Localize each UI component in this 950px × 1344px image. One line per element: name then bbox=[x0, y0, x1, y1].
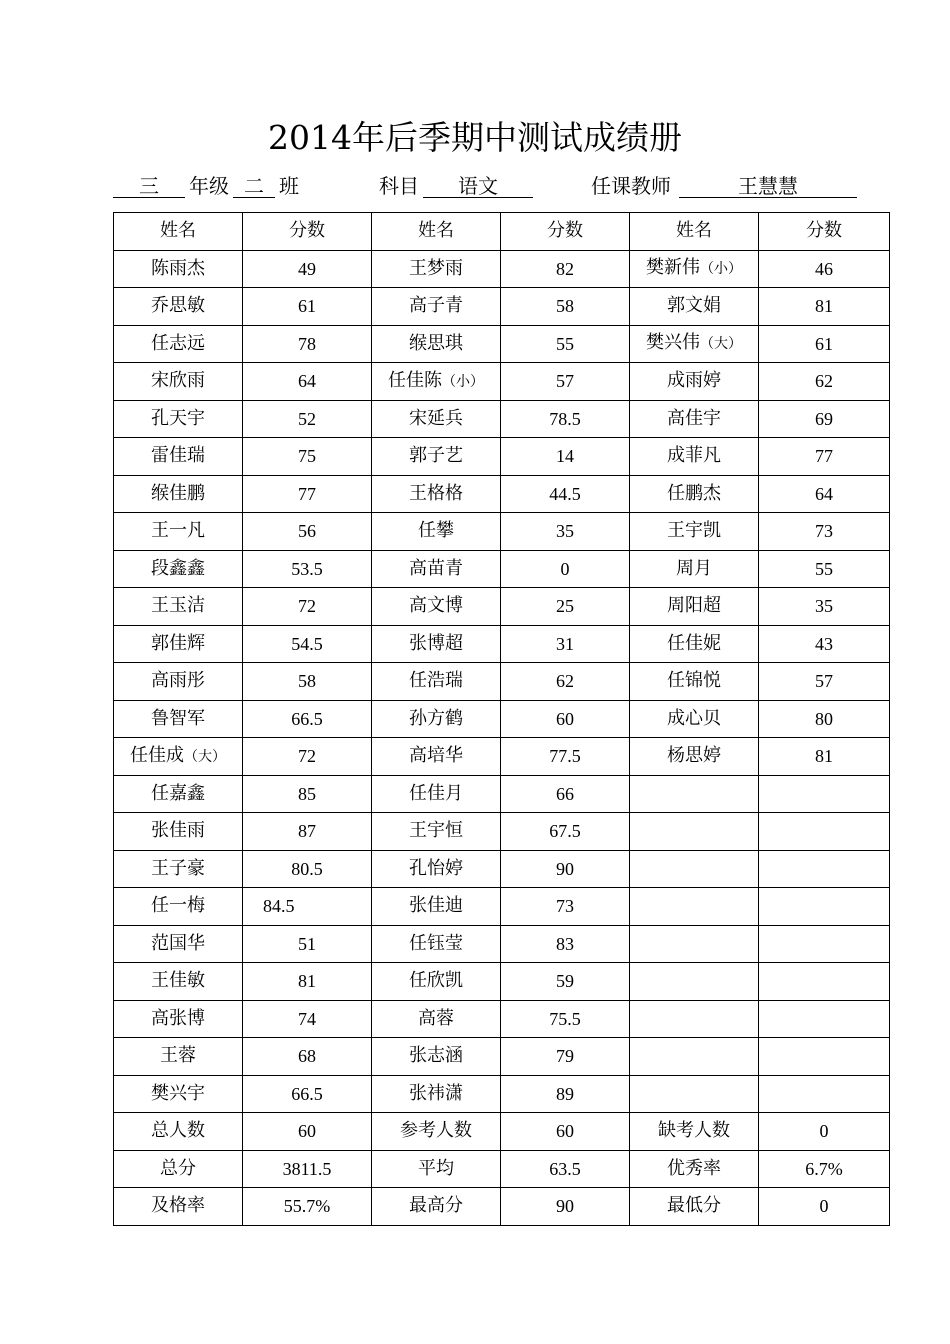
student-score: 68 bbox=[243, 1038, 372, 1076]
student-score: 90 bbox=[501, 850, 630, 888]
student-name-text: 郭子艺 bbox=[409, 445, 463, 467]
student-name bbox=[372, 813, 501, 851]
student-score: 53.5 bbox=[243, 550, 372, 588]
student-name bbox=[114, 438, 243, 476]
table-row bbox=[114, 738, 890, 776]
table-row bbox=[114, 1038, 890, 1076]
student-score: 67.5 bbox=[501, 813, 630, 851]
student-name-text: 任佳月 bbox=[409, 782, 463, 804]
student-name bbox=[630, 625, 759, 663]
student-name-text: 任佳陈 bbox=[388, 369, 442, 391]
subject-value: 语文 bbox=[423, 170, 533, 198]
score-table-body bbox=[114, 213, 890, 1226]
student-name bbox=[372, 738, 501, 776]
student-name-text: 周月 bbox=[676, 557, 712, 579]
student-score: 59 bbox=[501, 963, 630, 1001]
student-name bbox=[114, 813, 243, 851]
student-score bbox=[759, 963, 890, 1001]
student-name-text: 樊新伟 bbox=[646, 257, 700, 279]
student-name bbox=[630, 1038, 759, 1076]
student-name bbox=[372, 963, 501, 1001]
student-name-text: 张佳迪 bbox=[409, 895, 463, 917]
table-row bbox=[114, 850, 890, 888]
table-row bbox=[114, 363, 890, 401]
student-name-text: 王宇恒 bbox=[409, 820, 463, 842]
student-name bbox=[372, 550, 501, 588]
grade-label: 年级 bbox=[189, 174, 229, 198]
student-score: 78.5 bbox=[501, 400, 630, 438]
table-row bbox=[114, 588, 890, 626]
student-score: 66 bbox=[501, 775, 630, 813]
student-name bbox=[630, 850, 759, 888]
summary-value: 55.7% bbox=[243, 1188, 372, 1226]
student-name-text: 王格格 bbox=[409, 482, 463, 504]
student-name-text: 高苗青 bbox=[409, 557, 463, 579]
summary-value: 60 bbox=[501, 1113, 630, 1151]
student-score: 89 bbox=[501, 1075, 630, 1113]
header-name: 姓名 bbox=[372, 213, 501, 251]
student-score: 62 bbox=[501, 663, 630, 701]
student-score: 58 bbox=[501, 288, 630, 326]
student-name-text: 高雨彤 bbox=[151, 670, 205, 692]
student-name bbox=[630, 888, 759, 926]
student-name bbox=[630, 1075, 759, 1113]
student-name-text: 王佳敏 bbox=[151, 970, 205, 992]
student-name bbox=[114, 700, 243, 738]
student-name-text: 王蓉 bbox=[160, 1045, 196, 1067]
student-score: 78 bbox=[243, 325, 372, 363]
student-name-text: 孙方鹤 bbox=[409, 707, 463, 729]
student-name bbox=[114, 363, 243, 401]
student-name-text: 任志远 bbox=[151, 332, 205, 354]
student-name-text: 任一梅 bbox=[151, 895, 205, 917]
class-label: 班 bbox=[279, 174, 299, 198]
summary-value: 6.7% bbox=[759, 1150, 890, 1188]
summary-value: 60 bbox=[243, 1113, 372, 1151]
header-name: 姓名 bbox=[630, 213, 759, 251]
student-name bbox=[630, 738, 759, 776]
student-name-text: 高培华 bbox=[409, 745, 463, 767]
student-name-text: 任攀 bbox=[418, 520, 454, 542]
table-row bbox=[114, 250, 890, 288]
summary-row bbox=[114, 1150, 890, 1188]
student-name-text: 任浩瑞 bbox=[409, 670, 463, 692]
student-score bbox=[759, 1038, 890, 1076]
table-row bbox=[114, 888, 890, 926]
student-name-text: 高蓉 bbox=[418, 1007, 454, 1029]
student-name-text: 张博超 bbox=[409, 632, 463, 654]
student-name bbox=[372, 400, 501, 438]
summary-label: 最低分 bbox=[630, 1188, 759, 1226]
summary-label: 优秀率 bbox=[630, 1150, 759, 1188]
student-name-text: 宋延兵 bbox=[409, 407, 463, 429]
class-value: 二 bbox=[233, 170, 275, 198]
student-name-text: 成菲凡 bbox=[667, 445, 721, 467]
student-name-text: 王宇凯 bbox=[667, 520, 721, 542]
student-score: 64 bbox=[759, 475, 890, 513]
table-row bbox=[114, 513, 890, 551]
summary-row bbox=[114, 1113, 890, 1151]
student-name-text: 任钰莹 bbox=[409, 932, 463, 954]
student-name bbox=[630, 813, 759, 851]
student-score bbox=[759, 775, 890, 813]
summary-value: 63.5 bbox=[501, 1150, 630, 1188]
student-score: 52 bbox=[243, 400, 372, 438]
student-name-text: 成雨婷 bbox=[667, 370, 721, 392]
student-score bbox=[759, 888, 890, 926]
student-score bbox=[759, 1075, 890, 1113]
student-score: 77.5 bbox=[501, 738, 630, 776]
student-score: 44.5 bbox=[501, 475, 630, 513]
student-name-note: （大） bbox=[184, 748, 226, 765]
student-name-text: 宋欣雨 bbox=[151, 370, 205, 392]
student-score: 49 bbox=[243, 250, 372, 288]
summary-label: 总人数 bbox=[114, 1113, 243, 1151]
student-name-text: 高佳宇 bbox=[667, 407, 721, 429]
student-name bbox=[372, 700, 501, 738]
student-name-text: 任鹏杰 bbox=[667, 482, 721, 504]
student-score: 81 bbox=[759, 738, 890, 776]
student-name bbox=[372, 475, 501, 513]
student-name-text: 郭文娟 bbox=[667, 295, 721, 317]
table-row bbox=[114, 438, 890, 476]
student-name-text: 范国华 bbox=[151, 932, 205, 954]
student-score: 46 bbox=[759, 250, 890, 288]
student-name bbox=[630, 663, 759, 701]
student-name bbox=[114, 475, 243, 513]
class-info-line bbox=[113, 170, 889, 202]
student-name bbox=[114, 325, 243, 363]
table-row bbox=[114, 813, 890, 851]
student-name-text: 张志涵 bbox=[409, 1045, 463, 1067]
student-score: 85 bbox=[243, 775, 372, 813]
table-row bbox=[114, 775, 890, 813]
summary-label: 总分 bbox=[114, 1150, 243, 1188]
student-name-note: （小） bbox=[700, 261, 742, 278]
student-name-text: 樊兴宇 bbox=[151, 1082, 205, 1104]
student-score: 61 bbox=[243, 288, 372, 326]
teacher-value: 王慧慧 bbox=[679, 170, 857, 198]
student-name bbox=[630, 250, 759, 288]
student-name-text: 高文博 bbox=[409, 595, 463, 617]
student-score: 66.5 bbox=[243, 1075, 372, 1113]
student-score: 87 bbox=[243, 813, 372, 851]
summary-label: 及格率 bbox=[114, 1188, 243, 1226]
student-name bbox=[114, 925, 243, 963]
header-score: 分数 bbox=[759, 213, 890, 251]
student-name-text: 鲁智军 bbox=[151, 707, 205, 729]
student-name-text: 任佳成 bbox=[130, 744, 184, 766]
table-row bbox=[114, 1000, 890, 1038]
student-score: 54.5 bbox=[243, 625, 372, 663]
student-name bbox=[630, 925, 759, 963]
student-score: 51 bbox=[243, 925, 372, 963]
student-name bbox=[372, 363, 501, 401]
student-score: 61 bbox=[759, 325, 890, 363]
student-name bbox=[630, 588, 759, 626]
student-name-text: 高子青 bbox=[409, 295, 463, 317]
student-name bbox=[630, 513, 759, 551]
table-row bbox=[114, 700, 890, 738]
student-name bbox=[372, 1075, 501, 1113]
student-score: 73 bbox=[759, 513, 890, 551]
student-name-text: 段鑫鑫 bbox=[151, 557, 205, 579]
student-score: 81 bbox=[243, 963, 372, 1001]
student-name bbox=[114, 625, 243, 663]
student-score: 83 bbox=[501, 925, 630, 963]
student-name bbox=[372, 325, 501, 363]
student-score: 81 bbox=[759, 288, 890, 326]
student-name bbox=[372, 888, 501, 926]
student-name bbox=[114, 663, 243, 701]
student-name bbox=[630, 400, 759, 438]
student-name bbox=[114, 288, 243, 326]
student-name bbox=[372, 288, 501, 326]
summary-label: 平均 bbox=[372, 1150, 501, 1188]
student-name bbox=[372, 1038, 501, 1076]
student-name bbox=[114, 250, 243, 288]
student-name-text: 张佳雨 bbox=[151, 820, 205, 842]
student-name bbox=[372, 250, 501, 288]
summary-row bbox=[114, 1188, 890, 1226]
page-title: 2014年后季期中测试成绩册 bbox=[268, 118, 682, 157]
student-name bbox=[372, 438, 501, 476]
student-name-note: （大） bbox=[700, 336, 742, 353]
student-score: 62 bbox=[759, 363, 890, 401]
student-name-text: 王梦雨 bbox=[409, 257, 463, 279]
student-score: 82 bbox=[501, 250, 630, 288]
student-score: 72 bbox=[243, 588, 372, 626]
student-name bbox=[372, 850, 501, 888]
summary-value: 0 bbox=[759, 1188, 890, 1226]
student-name-text: 任佳妮 bbox=[667, 632, 721, 654]
student-score: 35 bbox=[501, 513, 630, 551]
student-name bbox=[372, 775, 501, 813]
student-name-text: 王一凡 bbox=[151, 520, 205, 542]
student-score bbox=[759, 1000, 890, 1038]
student-name-text: 任嘉鑫 bbox=[151, 782, 205, 804]
student-name bbox=[114, 1075, 243, 1113]
student-name bbox=[630, 963, 759, 1001]
summary-label: 缺考人数 bbox=[630, 1113, 759, 1151]
student-score: 64 bbox=[243, 363, 372, 401]
student-name bbox=[372, 588, 501, 626]
student-name-text: 成心贝 bbox=[667, 707, 721, 729]
student-name-text: 高张博 bbox=[151, 1007, 205, 1029]
header-score: 分数 bbox=[243, 213, 372, 251]
student-name bbox=[114, 775, 243, 813]
student-score: 55 bbox=[759, 550, 890, 588]
header-score: 分数 bbox=[501, 213, 630, 251]
score-table bbox=[113, 212, 890, 1226]
table-row bbox=[114, 1075, 890, 1113]
table-row bbox=[114, 475, 890, 513]
student-score: 84.5 bbox=[243, 888, 372, 926]
student-name-text: 缑思琪 bbox=[409, 332, 463, 354]
student-name bbox=[630, 325, 759, 363]
student-name-text: 陈雨杰 bbox=[151, 257, 205, 279]
student-name bbox=[372, 625, 501, 663]
grade-value: 三 bbox=[113, 170, 185, 198]
student-score: 58 bbox=[243, 663, 372, 701]
student-name-text: 孔怡婷 bbox=[409, 857, 463, 879]
table-row bbox=[114, 963, 890, 1001]
student-name bbox=[114, 588, 243, 626]
student-name bbox=[114, 400, 243, 438]
subject-label: 科目 bbox=[379, 174, 419, 198]
table-row bbox=[114, 325, 890, 363]
student-name bbox=[372, 1000, 501, 1038]
student-name-text: 缑佳鹏 bbox=[151, 482, 205, 504]
student-score: 0 bbox=[501, 550, 630, 588]
student-name bbox=[114, 738, 243, 776]
summary-label: 最高分 bbox=[372, 1188, 501, 1226]
student-score bbox=[759, 813, 890, 851]
student-score: 80.5 bbox=[243, 850, 372, 888]
header-name: 姓名 bbox=[114, 213, 243, 251]
student-name-text: 樊兴伟 bbox=[646, 332, 700, 354]
student-name bbox=[114, 1000, 243, 1038]
student-name bbox=[630, 700, 759, 738]
student-name-text: 周阳超 bbox=[667, 595, 721, 617]
student-name bbox=[114, 888, 243, 926]
teacher-label: 任课教师 bbox=[591, 174, 671, 198]
table-row bbox=[114, 288, 890, 326]
student-score: 72 bbox=[243, 738, 372, 776]
student-score: 75.5 bbox=[501, 1000, 630, 1038]
student-name bbox=[630, 775, 759, 813]
student-name-text: 任锦悦 bbox=[667, 670, 721, 692]
student-name-text: 张祎潇 bbox=[409, 1082, 463, 1104]
student-name-text: 郭佳辉 bbox=[151, 632, 205, 654]
student-name bbox=[114, 550, 243, 588]
student-score: 77 bbox=[243, 475, 372, 513]
student-name-text: 乔思敏 bbox=[151, 295, 205, 317]
student-score: 56 bbox=[243, 513, 372, 551]
student-score: 80 bbox=[759, 700, 890, 738]
table-header-row bbox=[114, 213, 890, 251]
table-row bbox=[114, 400, 890, 438]
student-score: 57 bbox=[759, 663, 890, 701]
student-score bbox=[759, 850, 890, 888]
student-name bbox=[630, 288, 759, 326]
table-row bbox=[114, 925, 890, 963]
student-score: 43 bbox=[759, 625, 890, 663]
student-name bbox=[372, 925, 501, 963]
student-score: 79 bbox=[501, 1038, 630, 1076]
student-name bbox=[630, 550, 759, 588]
student-name-text: 任欣凯 bbox=[409, 970, 463, 992]
table-row bbox=[114, 625, 890, 663]
student-score: 66.5 bbox=[243, 700, 372, 738]
student-score: 60 bbox=[501, 700, 630, 738]
student-score: 14 bbox=[501, 438, 630, 476]
student-name-text: 杨思婷 bbox=[667, 745, 721, 767]
student-name-note: （小） bbox=[442, 373, 484, 390]
student-score: 55 bbox=[501, 325, 630, 363]
student-score: 31 bbox=[501, 625, 630, 663]
student-name-text: 雷佳瑞 bbox=[151, 445, 205, 467]
summary-value: 90 bbox=[501, 1188, 630, 1226]
summary-label: 参考人数 bbox=[372, 1113, 501, 1151]
student-name bbox=[114, 1038, 243, 1076]
student-score: 74 bbox=[243, 1000, 372, 1038]
summary-value: 0 bbox=[759, 1113, 890, 1151]
student-score: 25 bbox=[501, 588, 630, 626]
student-score: 77 bbox=[759, 438, 890, 476]
summary-value: 3811.5 bbox=[243, 1150, 372, 1188]
student-score bbox=[759, 925, 890, 963]
student-name bbox=[630, 475, 759, 513]
student-name-text: 王子豪 bbox=[151, 857, 205, 879]
student-name bbox=[630, 1000, 759, 1038]
student-score: 75 bbox=[243, 438, 372, 476]
student-score: 57 bbox=[501, 363, 630, 401]
student-name bbox=[630, 363, 759, 401]
student-name bbox=[372, 663, 501, 701]
student-name-text: 王玉洁 bbox=[151, 595, 205, 617]
student-name bbox=[630, 438, 759, 476]
table-row bbox=[114, 550, 890, 588]
student-score: 73 bbox=[501, 888, 630, 926]
student-name-text: 孔天宇 bbox=[151, 407, 205, 429]
student-name bbox=[114, 963, 243, 1001]
table-row bbox=[114, 663, 890, 701]
student-name bbox=[372, 513, 501, 551]
student-score: 69 bbox=[759, 400, 890, 438]
student-name bbox=[114, 513, 243, 551]
student-name bbox=[114, 850, 243, 888]
student-score: 35 bbox=[759, 588, 890, 626]
